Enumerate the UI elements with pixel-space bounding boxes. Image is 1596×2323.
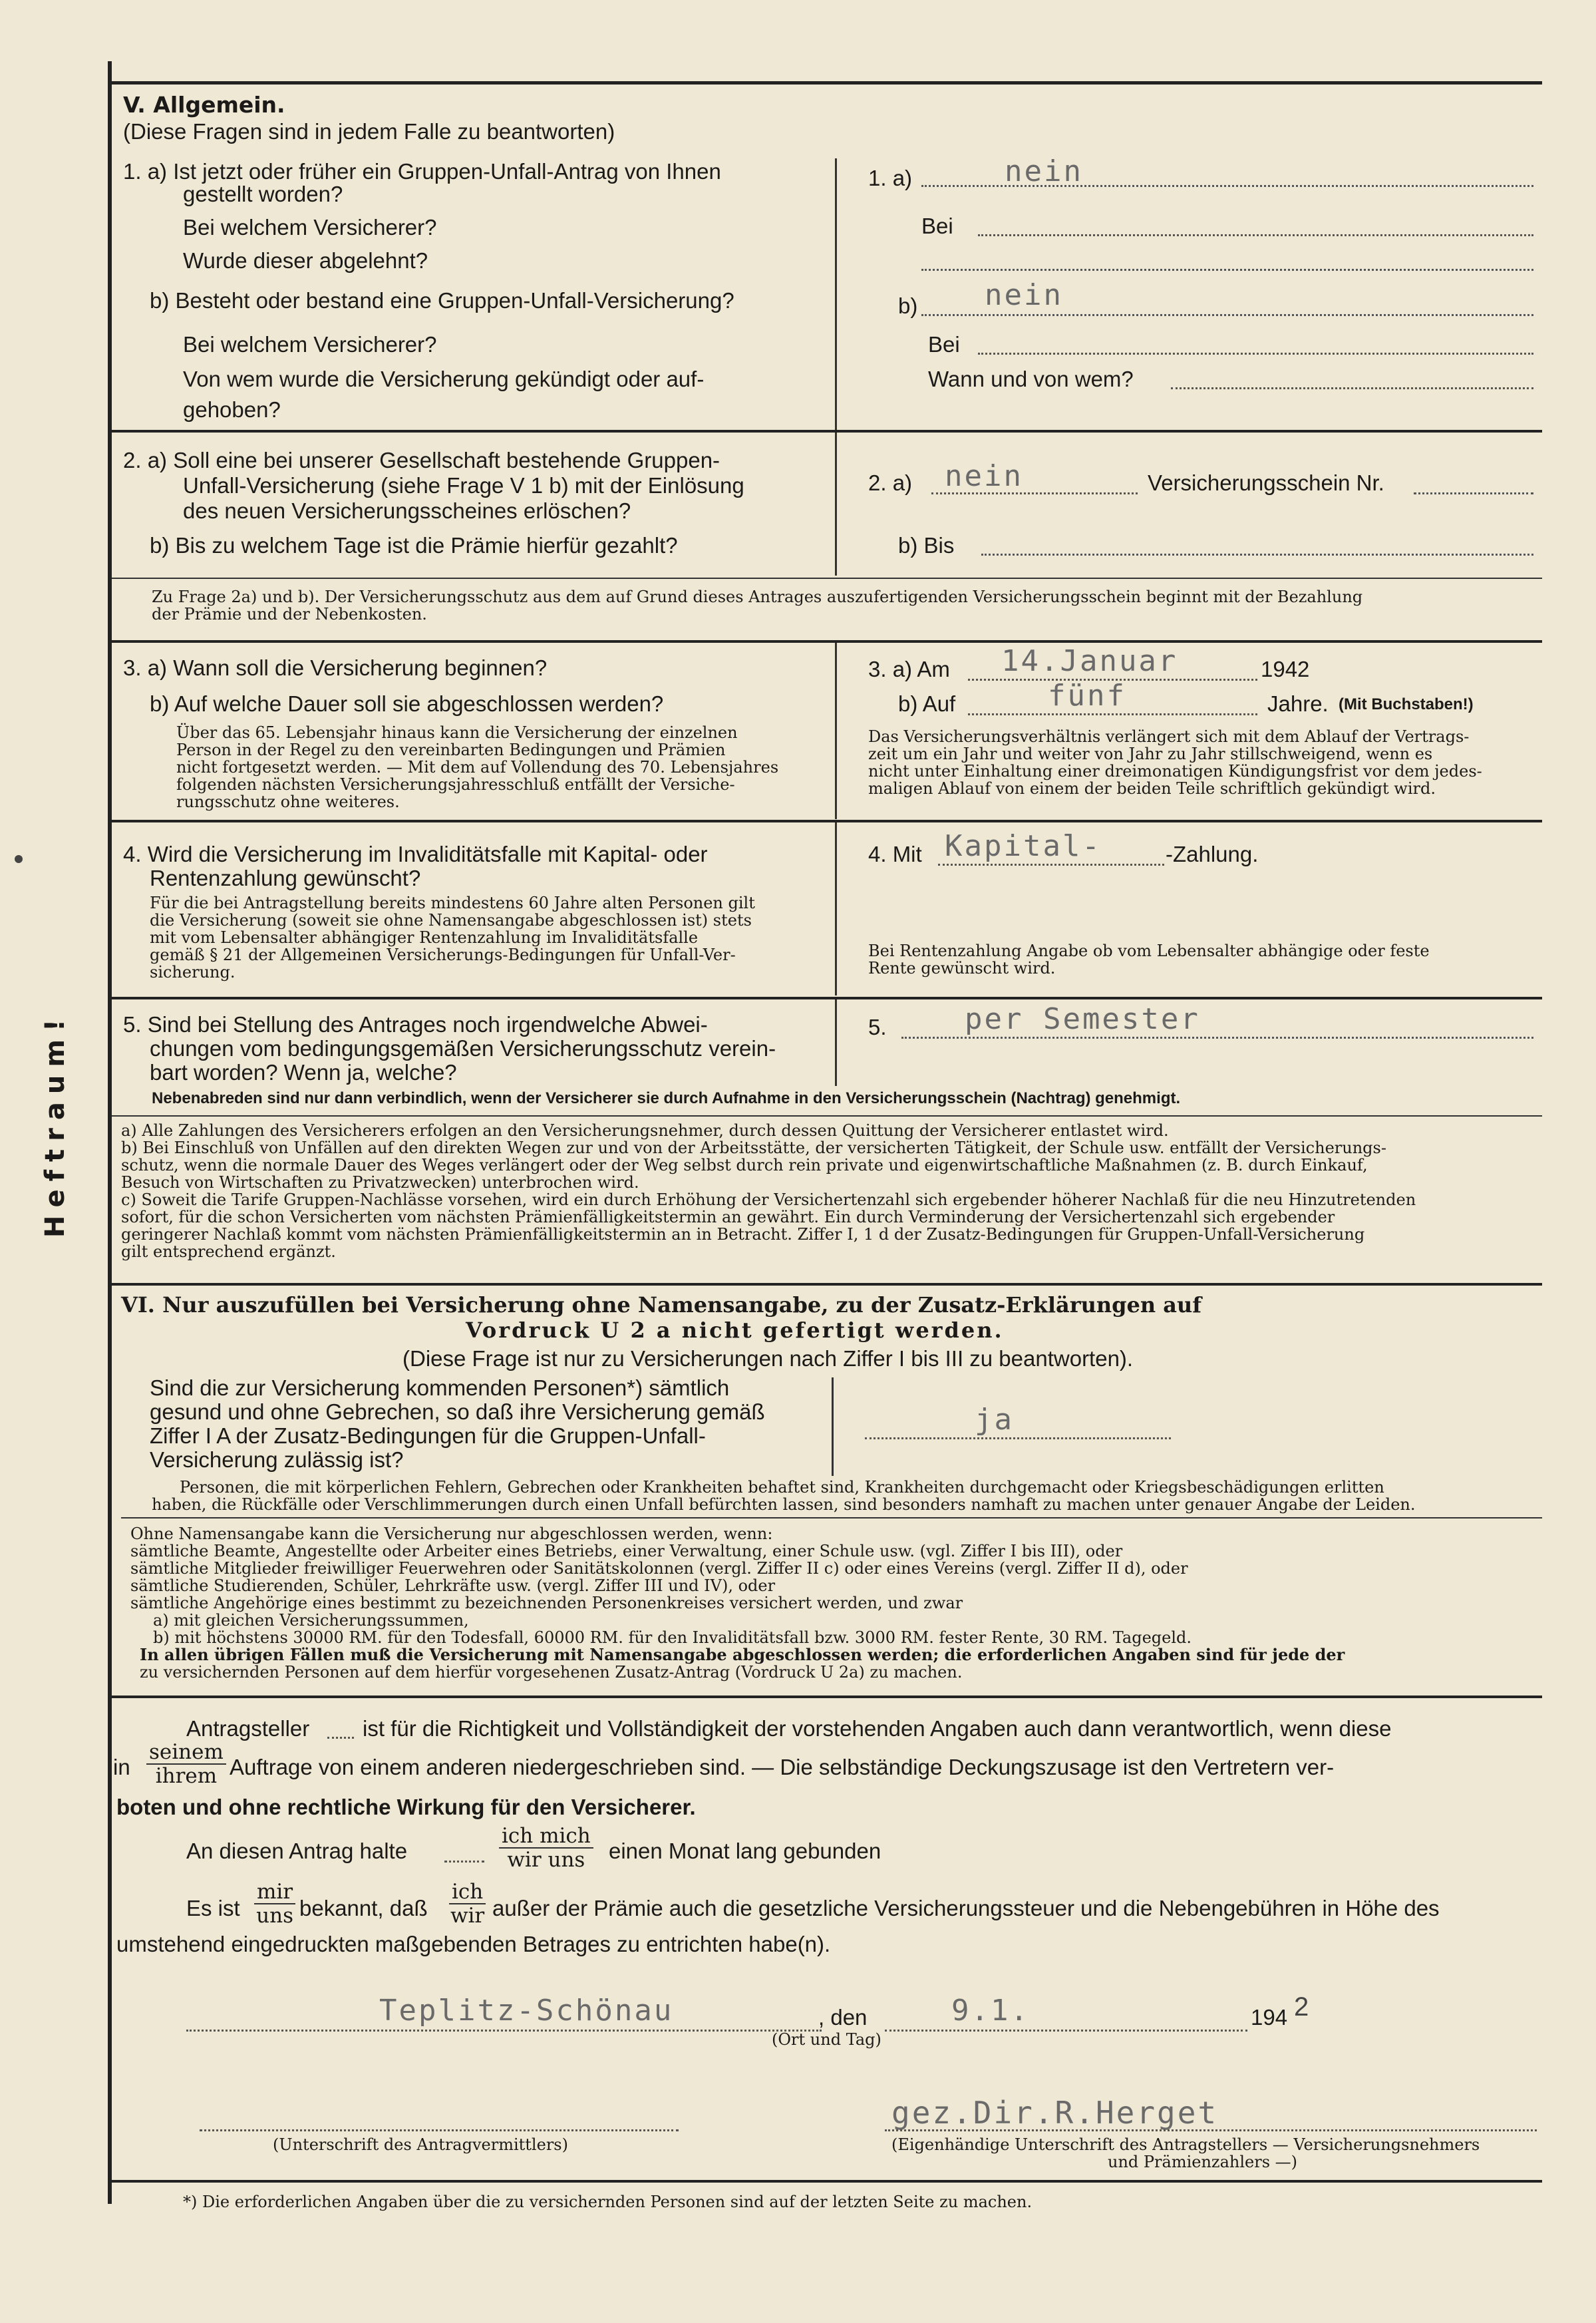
frac-top: ich	[449, 1880, 486, 1904]
punch-mark	[15, 855, 23, 863]
side-agreements-note: Nebenabreden sind nur dann verbindlich, wenn der Versicherer sie durch Aufnahme in den Versicherungsschein (Nachtrag) genehmigt.	[152, 1089, 1181, 1107]
ohne-2: sämtliche Beamte, Angestellte oder Arbeiter eines Betriebs, einer Verwaltung, einer Schule usw. (vgl. Ziffer I bis III), oder	[130, 1542, 1123, 1560]
frac-bottom: wir	[450, 1904, 485, 1928]
agent-signature-line[interactable]	[200, 2129, 679, 2131]
ohne-3: sämtliche Mitglieder freiwilliger Feuerwehren oder Sanitätskolonnen (vergl. Ziffer II c) oder eines Vereins (vergl. Ziffer II d), oder	[130, 1559, 1188, 1578]
s6-persons-note: Personen, die mit körperlichen Fehlern, Gebrechen oder Krankheiten behaftet sind, Krankheiten durchgemacht oder Kriegsbeschädigungen erlitten	[180, 1478, 1384, 1497]
column-divider-5	[835, 999, 837, 1086]
decl-amount: umstehend eingedruckten maßgebenden Betrages zu entrichten habe(n).	[116, 1932, 831, 1956]
q4-note-5: sicherung.	[150, 963, 236, 982]
ohne-6: a) mit gleichen Versicherungssummen,	[153, 1611, 469, 1630]
a3-note-1: Das Versicherungsverhältnis verlängert sich mit dem Ablauf der Vertrags-	[868, 727, 1470, 746]
q4-label: 4. Wird die Versicherung im Invaliditätsfalle mit Kapital- oder	[123, 842, 708, 866]
ohne-9: zu versichernden Personen auf dem hierfür vorgesehenen Zusatz-Antrag (Vordruck U 2a) zu machen.	[140, 1663, 963, 1682]
applicant-signature-caption: (Eigenhändige Unterschrift des Antragstellers — Versicherungsnehmers	[891, 2135, 1480, 2154]
declaration-rule	[112, 1696, 1542, 1698]
place-value[interactable]: Teplitz-Schönau	[379, 1994, 674, 2028]
a1a-rejected-line[interactable]	[921, 269, 1533, 271]
date-value[interactable]: 9.1.	[951, 1994, 1030, 2028]
q4-rule	[112, 820, 1542, 822]
q2a-label-2: Unfall-Versicherung (siehe Frage V 1 b) mit der Einlösung	[183, 473, 744, 498]
s6-column-divider	[832, 1377, 834, 1476]
a4-note-2: Rente gewünscht wird.	[868, 959, 1056, 978]
q3-note-3: nicht fortgesetzt werden. — Mit dem auf Vollendung des 70. Lebensjahres	[176, 758, 779, 777]
q4-label-2: Rentenzahlung gewünscht?	[150, 866, 421, 890]
s6-answer-line	[865, 1437, 1171, 1439]
section-vi-title: VI. Nur auszufüllen bei Versicherung ohne Namensangabe, zu der Zusatz-Erklärungen auf	[121, 1292, 1201, 1318]
place-date-caption: (Ort und Tag)	[772, 2030, 881, 2049]
s6-question-3: Ziffer I A der Zusatz-Bedingungen für die Gruppen-Unfall-	[150, 1423, 706, 1448]
q1b-label: b) Besteht oder bestand eine Gruppen-Unfall-Versicherung?	[150, 288, 734, 313]
a1b-bei-line[interactable]	[978, 353, 1533, 355]
decl-known: Es ist	[186, 1896, 240, 1920]
a4-value[interactable]: Kapital-	[945, 829, 1102, 863]
bottom-rule	[112, 2180, 1542, 2183]
a2b-until-line[interactable]	[981, 554, 1533, 556]
frac-top: mir	[254, 1880, 295, 1904]
ohne-1: Ohne Namensangabe kann die Versicherung nur abgeschlossen werden, wenn:	[130, 1524, 773, 1543]
a2a-policy-no-label: Versicherungsschein Nr.	[1148, 470, 1384, 495]
a3a-label: 3. a) Am	[868, 657, 950, 681]
q2-rule	[112, 430, 1542, 433]
q4-note-2: die Versicherung (soweit sie ohne Namensangabe abgeschlossen ist) stets	[150, 911, 752, 930]
date-year-digit[interactable]: 2	[1294, 1992, 1309, 2022]
a5-field-line	[901, 1037, 1533, 1039]
decl-order: Auftrage von einem anderen niedergeschrieben sind. — Die selbständige Deckungszusage ist den Vertretern ver-	[230, 1755, 1335, 1779]
top-rule	[112, 81, 1542, 85]
a4-note: Bei Rentenzahlung Angabe ob vom Lebensalter abhängige oder feste	[868, 942, 1430, 960]
q3-note-1: Über das 65. Lebensjahr hinaus kann die Versicherung der einzelnen	[176, 723, 738, 742]
a1b-when-line[interactable]	[1171, 387, 1533, 389]
applicant-signature-line	[885, 2129, 1537, 2131]
applicant-signature[interactable]: gez.Dir.R.Herget	[891, 2095, 1219, 2131]
a5-value[interactable]: per Semester	[965, 1002, 1200, 1036]
decl-known-choice	[254, 1880, 295, 1927]
q4-note-4: gemäß § 21 der Allgemeinen Versicherungs-Bedingungen für Unfall-Ver-	[150, 946, 736, 964]
q3a-label: 3. a) Wann soll die Versicherung beginnen?	[123, 655, 548, 680]
q1b-cancelled-label-2: gehoben?	[183, 397, 281, 422]
a3-note-2: zeit um ein Jahr und weiter von Jahr zu Jahr stillschweigend, wenn es	[868, 745, 1433, 763]
date-year-prefix: 194	[1251, 2005, 1288, 2030]
q4-note-1: Für die bei Antragstellung bereits mindestens 60 Jahre alten Personen gilt	[150, 894, 755, 912]
decl-tax: außer der Prämie auch die gesetzliche Versicherungssteuer und die Nebengebühren in Höhe des	[492, 1896, 1440, 1920]
section-vi-rule	[112, 1283, 1542, 1286]
note-b-3: Besuch von Wirtschaften zu Privatzwecken) unterbrochen wird.	[121, 1173, 639, 1192]
a3-note-4: maligen Ablauf von einem der beiden Teile schriftlich gekündigt wird.	[868, 779, 1436, 798]
q1b-insurer-label: Bei welchem Versicherer?	[183, 332, 437, 357]
binding-margin-label: Heftraum!	[40, 1011, 71, 1238]
q1a-rejected-label: Wurde dieser abgelehnt?	[183, 248, 428, 273]
column-divider-2	[835, 433, 837, 576]
a3b-field-line	[968, 713, 1257, 715]
q4-note-3: mit vom Lebensalter abhängiger Rentenzahlung im Invaliditätsfalle	[150, 928, 699, 947]
a3b-label: b) Auf	[898, 691, 956, 716]
a2a-value[interactable]: nein	[945, 459, 1023, 493]
frac-bottom: ihrem	[155, 1764, 218, 1788]
a2b-label: b) Bis	[898, 533, 955, 558]
a3-note-3: nicht unter Einhaltung einer dreimonatigen Kündigungsfrist vor dem jedes-	[868, 762, 1482, 781]
s6-question-4: Versicherung zulässig ist?	[150, 1447, 404, 1472]
a5-label: 5.	[868, 1015, 887, 1039]
decl-bound: An diesen Antrag halte	[186, 1839, 408, 1863]
decl-possessive-choice	[146, 1741, 226, 1787]
s6-question: Sind die zur Versicherung kommenden Personen*) sämtlich	[150, 1375, 730, 1400]
q1a-insurer-label: Bei welchem Versicherer?	[183, 215, 437, 240]
decl-applicant-suffix-line	[327, 1737, 354, 1739]
q2-note: Zu Frage 2a) und b). Der Versicherungsschutz aus dem auf Grund dieses Antrages auszufertigenden Versicherungsschein beginnt mit der Bezahlung	[152, 588, 1363, 606]
footnote: *) Die erforderlichen Angaben über die zu versichernden Personen sind auf der letzten Seite zu machen.	[183, 2193, 1033, 2211]
decl-applicant: Antragsteller	[186, 1716, 310, 1741]
column-divider	[835, 158, 837, 430]
s6-inner-rule	[121, 1517, 1542, 1519]
a1a-bei-line[interactable]	[978, 234, 1533, 236]
a3b-letters-hint: (Mit Buchstaben!)	[1339, 695, 1474, 713]
decl-that-choice	[449, 1880, 486, 1927]
a1a-bei-label: Bei	[921, 214, 953, 238]
frac-top: ich mich	[499, 1825, 593, 1849]
decl-in: in	[113, 1755, 130, 1779]
q1a-label-2: gestellt worden?	[183, 182, 343, 206]
q2a-label-3: des neuen Versicherungsscheines erlöschen?	[183, 498, 631, 523]
a1b-when-label: Wann und von wem?	[928, 367, 1134, 391]
q1b-cancelled-label: Von wem wurde die Versicherung gekündigt oder auf-	[183, 367, 705, 391]
a2a-policy-no-line[interactable]	[1414, 492, 1533, 494]
q5-label-2: chungen vom bedingungsgemäßen Versicherungsschutz verein-	[150, 1036, 776, 1061]
s6-answer[interactable]: ja	[975, 1403, 1014, 1437]
section-v-title: V. Allgemein.	[123, 92, 285, 118]
section-vi-subtitle: (Diese Frage ist nur zu Versicherungen nach Ziffer I bis III zu beantworten).	[402, 1346, 1134, 1371]
s6-question-2: gesund und ohne Gebrechen, so daß ihre Versicherung gemäß	[150, 1399, 765, 1424]
a1a-value[interactable]: nein	[1005, 154, 1083, 188]
a3a-value[interactable]: 14.Januar	[1001, 644, 1178, 678]
note-b-1: b) Bei Einschluß von Unfällen auf den direkten Wegen zur und von der Arbeitsstätte, der versicherten Tätigkeit, der Schule usw. entfällt der Versicherungs-	[121, 1139, 1386, 1157]
ohne-4: sämtliche Studierenden, Schüler, Lehrkräfte usw. (vergl. Ziffer III und IV), oder	[130, 1576, 776, 1595]
note-c-1: c) Soweit die Tarife Gruppen-Nachlässe vorsehen, wird ein durch Erhöhung der Versichertenzahl sich ergebender höherer Nachlaß für die neu Hinzutretenden	[121, 1190, 1416, 1209]
ohne-5: sämtliche Angehörige eines bestimmt zu bezeichnenden Personenkreises versichert werden, und zwar	[130, 1594, 963, 1612]
date-line	[885, 2030, 1247, 2032]
ohne-8: In allen übrigen Fällen muß die Versicherung mit Namensangabe abgeschlossen werden; die erforderlichen Angaben sind für jede der	[140, 1645, 1345, 1664]
frac-bottom: wir uns	[507, 1848, 585, 1872]
section-vi-title-2: Vordruck U 2 a nicht gefertigt werden.	[466, 1318, 1004, 1343]
applicant-signature-caption-2: und Prämienzahlers —)	[1108, 2153, 1297, 2171]
ohne-7: b) mit höchstens 30000 RM. für den Todesfall, 60000 RM. für den Invaliditätsfall bzw. 3000 RM. fester Rente, 30 RM. Tagegeld.	[153, 1628, 1192, 1647]
q2a-label: 2. a) Soll eine bei unserer Gesellschaft bestehende Gruppen-	[123, 448, 720, 472]
q3-note-2: Person in der Regel zu den vereinbarten Bedingungen und Prämien	[176, 741, 726, 759]
decl-bound-choice	[499, 1825, 593, 1871]
s6-persons-note-2: haben, die Rückfälle oder Verschlimmerungen durch einen Unfall befürchten lassen, sind besonders namhaft zu machen unter genauer Angabe der Leiden.	[152, 1495, 1416, 1514]
note-c-4: gilt entsprechend ergänzt.	[121, 1242, 336, 1261]
q3b-label: b) Auf welche Dauer soll sie abgeschlossen werden?	[150, 691, 664, 716]
a3b-years-label: Jahre.	[1267, 691, 1329, 716]
q2-note-rule	[112, 578, 1542, 579]
q2b-label: b) Bis zu welchem Tage ist die Prämie hierfür gezahlt?	[150, 533, 678, 558]
q1a-label: 1. a) Ist jetzt oder früher ein Gruppen-Unfall-Antrag von Ihnen	[123, 159, 721, 184]
column-divider-4	[835, 822, 837, 995]
q2-note-2: der Prämie und der Nebenkosten.	[152, 605, 427, 624]
a4-label: 4. Mit	[868, 842, 922, 866]
agent-signature-caption: (Unterschrift des Antragvermittlers)	[273, 2135, 568, 2154]
q5-label-3: bart worden? Wenn ja, welche?	[150, 1060, 457, 1085]
a1a-label: 1. a)	[868, 166, 913, 190]
place-line	[186, 2030, 822, 2032]
decl-that: bekannt, daß	[299, 1896, 428, 1920]
a1b-value[interactable]: nein	[985, 278, 1063, 312]
notes-rule	[112, 1115, 1542, 1117]
a4-suffix: -Zahlung.	[1166, 842, 1259, 866]
a4-field-line	[938, 864, 1164, 866]
note-a: a) Alle Zahlungen des Versicherers erfolgen an den Versicherungsnehmer, durch dessen Quittung der Versicherer entlastet wird.	[121, 1121, 1169, 1140]
note-c-2: sofort, für die schon Versicherten vom nächsten Prämienfälligkeitstermin an gewährt. Ein durch Verminderung der Versichertenzahl sich ergebender	[121, 1208, 1335, 1226]
note-b-2: schutz, wenn die normale Dauer des Weges verlängert oder der Weg selbst durch rein private und eigenwirtschaftliche Maßnahmen (z. B. durch Einkauf,	[121, 1156, 1368, 1174]
q3-rule	[112, 640, 1542, 643]
q5-label: 5. Sind bei Stellung des Antrages noch irgendwelche Abwei-	[123, 1012, 708, 1037]
a1b-label: b)	[898, 293, 918, 318]
q5-rule	[112, 997, 1542, 999]
q3-note-5: rungsschutz ohne weiteres.	[176, 793, 400, 811]
note-c-3: geringerer Nachlaß kommt vom nächsten Prämienfälligkeitstermin an in Betracht. Ziffer I, 1 d der Zusatz-Bedingungen für Gruppen-Unfall-Versicherung	[121, 1225, 1365, 1244]
q3-note-4: folgenden nächsten Versicherungsjahresschluß entfällt der Versiche-	[176, 775, 735, 794]
column-divider-3	[835, 643, 837, 819]
date-den-label: , den	[818, 2005, 868, 2030]
frac-top: seinem	[146, 1741, 226, 1765]
decl-responsibility: ist für die Richtigkeit und Vollständigkeit der vorstehenden Angaben auch dann verantwortlich, wenn diese	[363, 1716, 1392, 1741]
decl-month: einen Monat lang gebunden	[609, 1839, 881, 1863]
decl-no-effect: boten und ohne rechtliche Wirkung für den Versicherer.	[116, 1795, 696, 1819]
a1b-bei-label: Bei	[928, 332, 960, 357]
a3a-year[interactable]: 1942	[1261, 657, 1310, 681]
section-v-subtitle: (Diese Fragen sind in jedem Falle zu beantworten)	[123, 119, 615, 144]
decl-bound-line	[444, 1861, 484, 1863]
frac-bottom: uns	[256, 1904, 293, 1928]
a3b-value[interactable]: fünf	[1048, 679, 1126, 713]
a2a-label: 2. a)	[868, 470, 913, 495]
a1b-field-line	[921, 314, 1533, 316]
